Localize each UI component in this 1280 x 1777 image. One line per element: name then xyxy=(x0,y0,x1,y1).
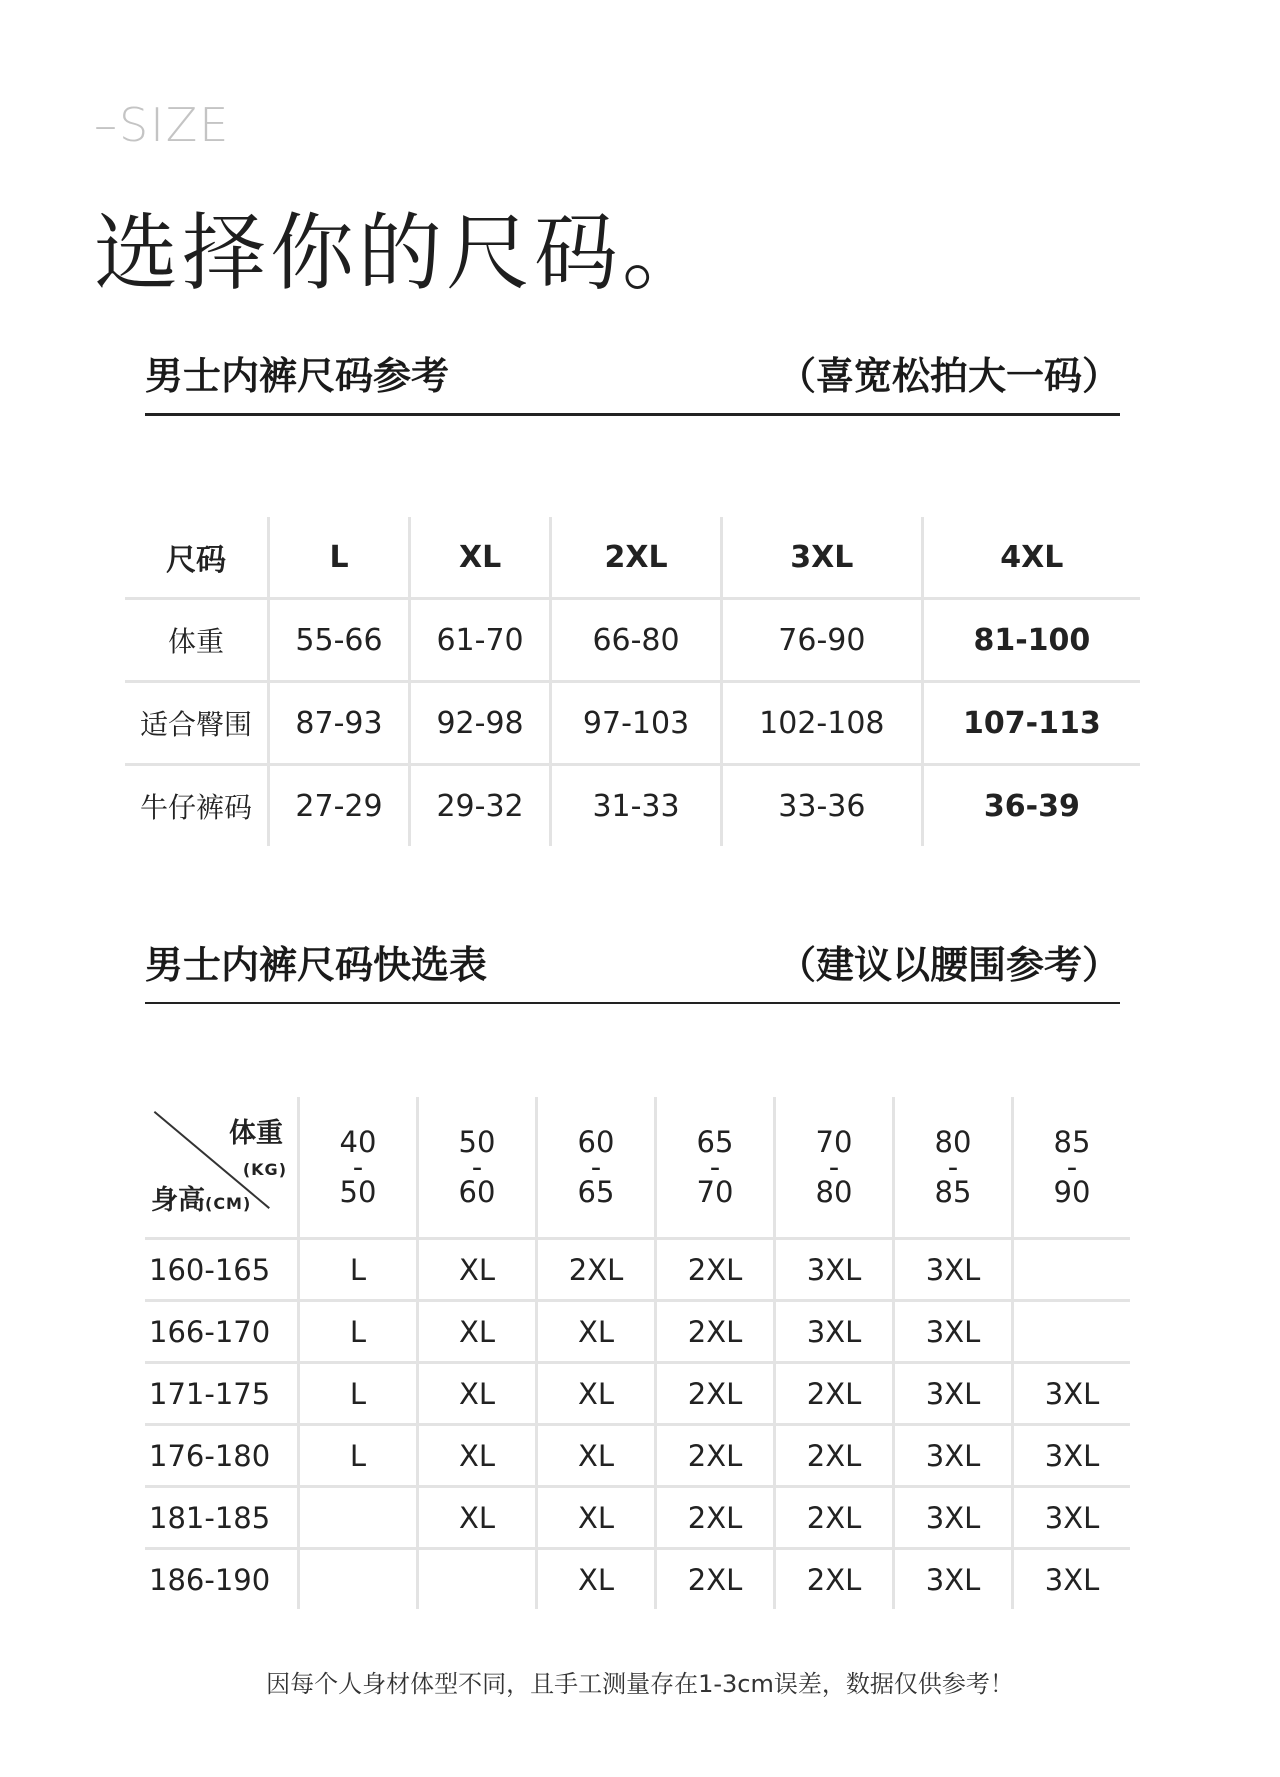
table-cell: 3XL xyxy=(894,1487,1013,1549)
row-label: 适合臀围 xyxy=(125,682,269,765)
row-label: 体重 xyxy=(125,599,269,682)
table-cell: 87-93 xyxy=(269,682,410,765)
section2-note: （建议以腰围参考） xyxy=(777,943,1120,987)
table-row xyxy=(145,1425,1130,1487)
weight-range-header: 80 - 85 xyxy=(894,1097,1013,1239)
table-cell: 76-90 xyxy=(721,599,922,682)
table-cell: 3XL xyxy=(1013,1549,1131,1610)
weight-label: 体重 xyxy=(229,1118,283,1149)
table-cell: XL xyxy=(537,1425,656,1487)
table-cell: 2XL xyxy=(656,1425,775,1487)
table-cell: 2XL xyxy=(656,1301,775,1363)
section1-title: 男士内裤尺码参考 xyxy=(145,354,450,398)
table-cell xyxy=(1013,1239,1131,1301)
table-cell: 3XL xyxy=(894,1363,1013,1425)
table-cell: 3XL xyxy=(1013,1487,1131,1549)
table-cell: 2XL xyxy=(775,1487,894,1549)
table-row xyxy=(145,1487,1130,1549)
table-cell: 27-29 xyxy=(269,765,410,847)
table-cell: 2XL xyxy=(656,1487,775,1549)
table-cell: 92-98 xyxy=(410,682,551,765)
section2-rule xyxy=(145,1002,1120,1004)
height-label: 身高(CM) xyxy=(151,1185,252,1216)
weight-range-header: 85 - 90 xyxy=(1013,1097,1131,1239)
section1-header xyxy=(145,345,1120,405)
table-cell: 2XL xyxy=(775,1363,894,1425)
table-cell: XL xyxy=(418,1301,537,1363)
weight-unit: (KG) xyxy=(242,1160,287,1179)
table-cell: 3XL xyxy=(894,1239,1013,1301)
height-range: 160-165 xyxy=(145,1239,299,1301)
table-cell: 33-36 xyxy=(721,765,922,847)
table-cell: 81-100 xyxy=(922,599,1140,682)
table-cell: 3XL xyxy=(1013,1363,1131,1425)
table-row xyxy=(125,517,1140,599)
section1-rule xyxy=(145,413,1120,416)
section2-title: 男士内裤尺码快选表 xyxy=(145,943,488,987)
table-cell: 2XL xyxy=(551,517,722,599)
table-cell: 61-70 xyxy=(410,599,551,682)
section1-note: （喜宽松拍大一码） xyxy=(777,354,1120,398)
table-cell: 3XL xyxy=(894,1301,1013,1363)
table-cell: 2XL xyxy=(656,1239,775,1301)
table-cell: 2XL xyxy=(775,1549,894,1610)
table-cell: 2XL xyxy=(775,1425,894,1487)
table-cell: 3XL xyxy=(1013,1425,1131,1487)
table-cell: 66-80 xyxy=(551,599,722,682)
table-row xyxy=(145,1363,1130,1425)
table-cell: L xyxy=(299,1363,418,1425)
table-cell xyxy=(418,1549,537,1610)
weight-range-header: 65 - 70 xyxy=(656,1097,775,1239)
weight-range-header: 50 - 60 xyxy=(418,1097,537,1239)
table-cell: XL xyxy=(537,1549,656,1610)
table-cell: 3XL xyxy=(775,1239,894,1301)
height-range: 166-170 xyxy=(145,1301,299,1363)
table-cell: 31-33 xyxy=(551,765,722,847)
table-cell: 97-103 xyxy=(551,682,722,765)
table-cell: L xyxy=(269,517,410,599)
row-label: 牛仔裤码 xyxy=(139,791,252,824)
table-row xyxy=(145,1549,1130,1610)
height-range: 171-175 xyxy=(145,1363,299,1425)
weight-range-header: 70 - 80 xyxy=(775,1097,894,1239)
disclaimer-footnote: 因每个人身材体型不同，且手工测量存在1-3cm误差，数据仅供参考！ xyxy=(266,1670,1014,1698)
table-cell: XL xyxy=(537,1487,656,1549)
quick-select-table xyxy=(145,1097,1130,1609)
row-label: 尺码 xyxy=(125,517,269,599)
table-cell: 29-32 xyxy=(410,765,551,847)
table-row xyxy=(125,682,1140,765)
table-cell: 2XL xyxy=(537,1239,656,1301)
table-cell: XL xyxy=(537,1363,656,1425)
table-cell xyxy=(299,1549,418,1610)
height-range: 186-190 xyxy=(149,1562,271,1597)
table-cell: L xyxy=(299,1239,418,1301)
table-cell: 3XL xyxy=(775,1301,894,1363)
corner-cell xyxy=(145,1097,299,1239)
table-cell xyxy=(299,1487,418,1549)
table-row xyxy=(145,1301,1130,1363)
table-cell: 36-39 xyxy=(922,765,1140,847)
table-row xyxy=(125,599,1140,682)
table-cell: XL xyxy=(418,1363,537,1425)
table-cell: XL xyxy=(410,517,551,599)
weight-range-header: 60 - 65 xyxy=(537,1097,656,1239)
table-cell: 3XL xyxy=(894,1425,1013,1487)
page-title: 选择你的尺码。 xyxy=(94,204,711,302)
table-cell: 3XL xyxy=(721,517,922,599)
height-range: 181-185 xyxy=(145,1487,299,1549)
weight-range-header: 40 - 50 xyxy=(299,1097,418,1239)
table-cell xyxy=(1013,1301,1131,1363)
table-cell: 4XL xyxy=(922,517,1140,599)
table-cell: XL xyxy=(537,1301,656,1363)
table-cell: 102-108 xyxy=(721,682,922,765)
table-cell: 55-66 xyxy=(269,599,410,682)
table-header-row xyxy=(145,1097,1130,1239)
table-cell: 2XL xyxy=(656,1549,775,1610)
table-cell: XL xyxy=(418,1487,537,1549)
height-range: 176-180 xyxy=(145,1425,299,1487)
table-row xyxy=(145,1239,1130,1301)
height-unit: (CM) xyxy=(205,1194,252,1213)
table-cell: L xyxy=(299,1425,418,1487)
size-reference-table xyxy=(125,517,1140,846)
table-cell: XL xyxy=(418,1239,537,1301)
table-cell: XL xyxy=(418,1425,537,1487)
table-cell: 3XL xyxy=(894,1549,1013,1610)
table-cell: 107-113 xyxy=(922,682,1140,765)
table-cell: 2XL xyxy=(656,1363,775,1425)
table-row xyxy=(125,765,1140,847)
size-tag: –SIZE xyxy=(94,98,231,152)
section2-header xyxy=(145,934,1120,994)
table-cell: L xyxy=(299,1301,418,1363)
